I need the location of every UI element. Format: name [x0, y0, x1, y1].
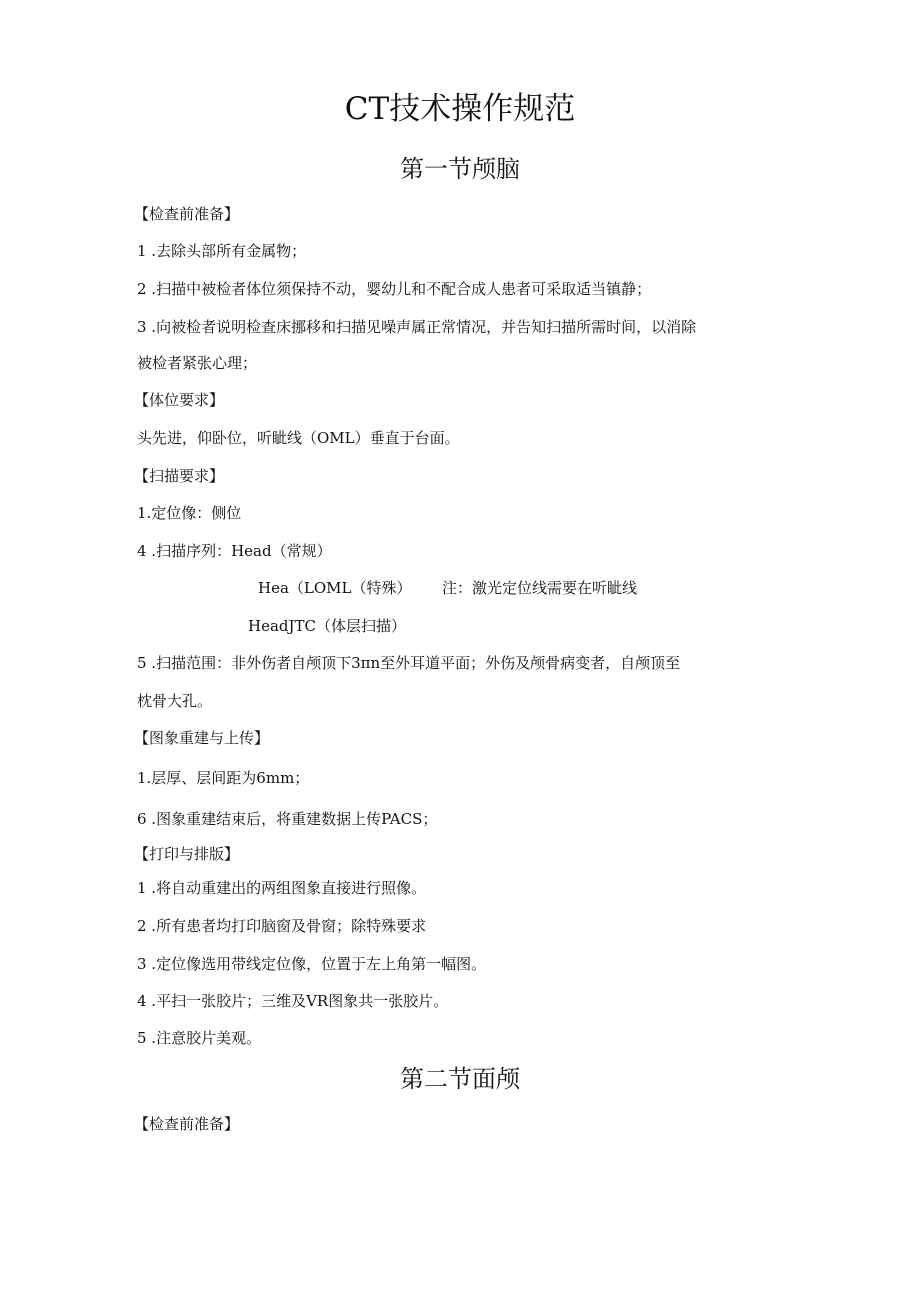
section-2-title: 第二节面颅	[400, 1065, 520, 1093]
document-title: CT技术操作规范	[344, 91, 576, 127]
prep-item-1: 1 .去除头部所有金属物；	[137, 242, 307, 260]
scan-item-5: 5 .扫描范围：非外伤者自颅顶下3πn至外耳道平面；外伤及颅骨病变者，自颅顶至	[137, 654, 681, 672]
recon-heading: 【图象重建与上传】	[134, 729, 270, 747]
scan-seq-layer: HeadJTC（体层扫描）	[248, 617, 406, 635]
print-item-5: 5 .注意胶片美观。	[137, 1029, 262, 1047]
print-heading: 【打印与排版】	[134, 845, 240, 863]
scan-seq-note: 注：激光定位线需要在听眦线	[442, 579, 638, 597]
print-item-2: 2 .所有患者均打印脑窗及骨窗；除特殊要求	[137, 917, 427, 935]
prep-item-3: 3 .向被检者说明检查床挪移和扫描见噪声属正常情况，并告知扫描所需时间，以消除	[137, 318, 697, 336]
position-heading: 【体位要求】	[134, 391, 225, 409]
print-item-4: 4 .平扫一张胶片；三维及VR图象共一张胶片。	[137, 992, 449, 1010]
section-2-prep-heading: 【检查前准备】	[134, 1115, 240, 1133]
section-1-title: 第一节颅脑	[400, 155, 520, 183]
position-text: 头先进，仰卧位，听眦线（OML）垂直于台面。	[137, 429, 460, 447]
prep-item-2: 2 .扫描中被检者体位须保持不动，婴幼儿和不配合成人患者可采取适当镇静；	[137, 280, 652, 298]
scan-item-5-cont: 枕骨大孔。	[137, 692, 213, 710]
scan-heading: 【扫描要求】	[134, 467, 225, 485]
scan-item-4: 4 .扫描序列：Head（常规）	[137, 542, 332, 560]
prep-item-3-cont: 被检者紧张心理；	[137, 354, 258, 372]
recon-item-1: 1.层厚、层间距为6mm；	[137, 769, 310, 787]
scan-item-1: 1.定位像：侧位	[137, 504, 242, 522]
recon-item-2: 6 .图象重建结束后，将重建数据上传PACS；	[137, 810, 438, 828]
print-item-1: 1 .将自动重建出的两组图象直接进行照像。	[137, 879, 427, 897]
print-item-3: 3 .定位像选用带线定位像，位置于左上角第一幅图。	[137, 955, 487, 973]
scan-seq-special: Hea（LOML（特殊）	[258, 579, 412, 597]
prep-heading: 【检查前准备】	[134, 205, 240, 223]
